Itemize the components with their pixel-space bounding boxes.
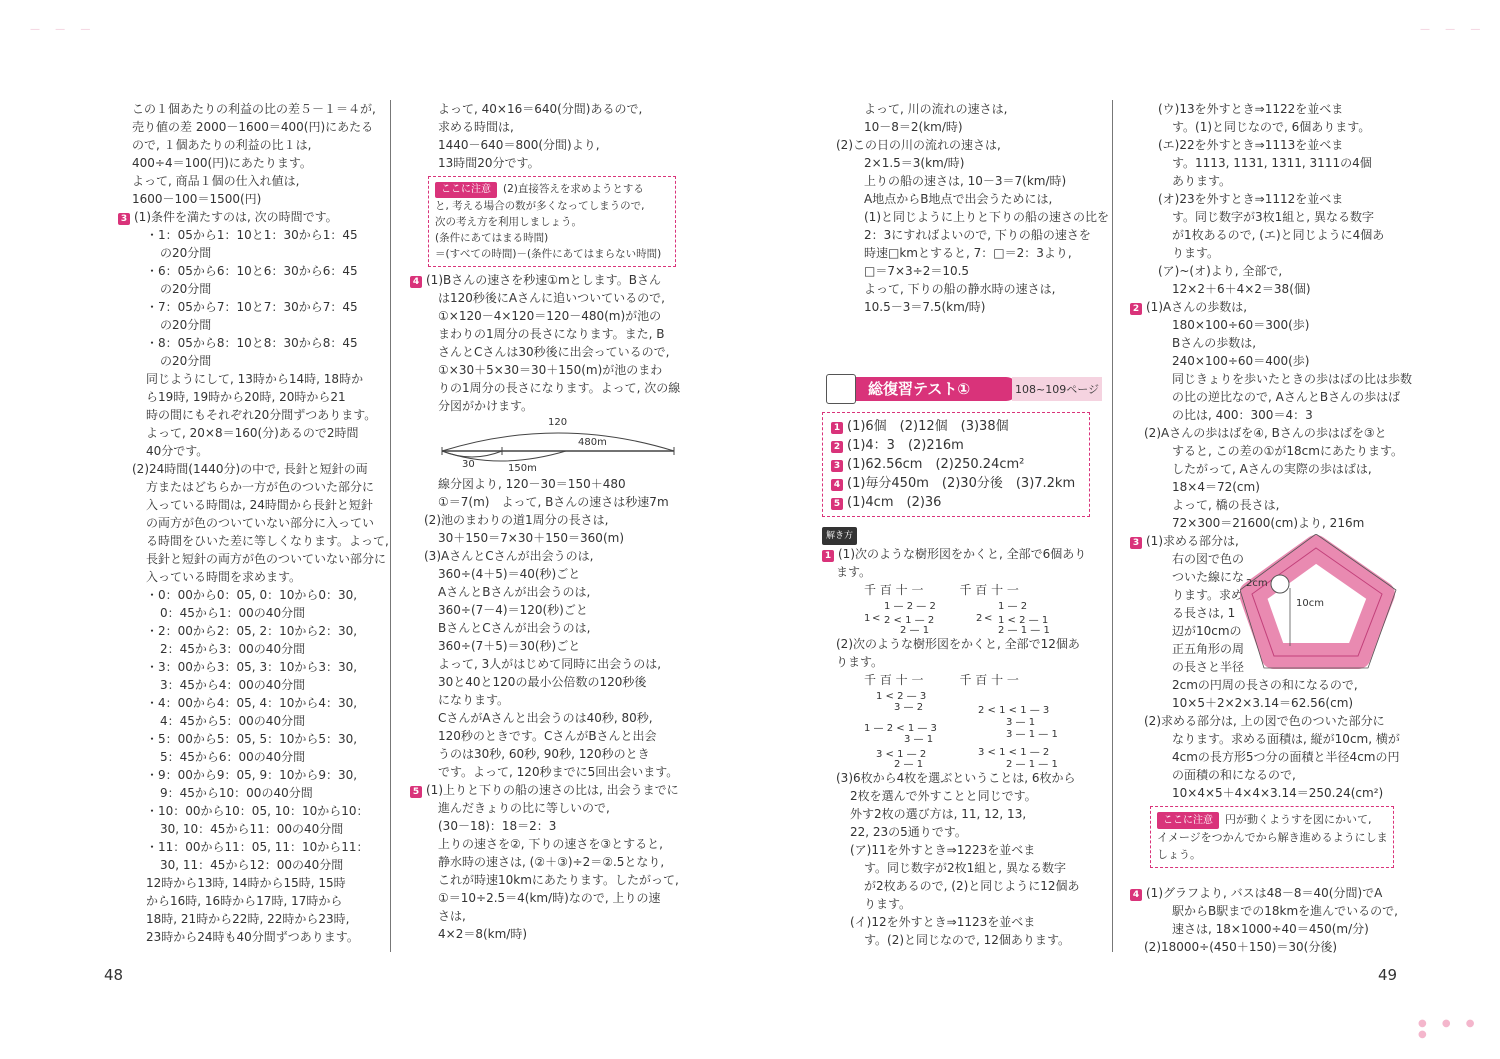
answer-number: 2 (831, 441, 843, 453)
text-line: 360÷(7＋5)＝30(秒)ごと (438, 639, 581, 653)
text-line: が2枚あるので, (2)と同じように12個あ (864, 879, 1080, 893)
text-line: この１個あたりの利益の比の差５－１＝４が, (132, 102, 376, 116)
question-number: 2 (1130, 303, 1142, 315)
text-line: 2cmの円周の長さの和になるので, (1172, 678, 1358, 692)
svg-text:2 < 1 — 2: 2 < 1 — 2 (884, 615, 935, 626)
note-line: 円が動くようすを図にかいて, (1225, 813, 1372, 826)
text-line: の20分間 (160, 246, 212, 260)
text-line: 正五角形の周 (1172, 642, 1245, 656)
column-divider (1112, 100, 1113, 952)
text-line: さは, (438, 909, 466, 923)
text-line: る時間をひいた差に等しくなります。よって, (146, 534, 389, 548)
svg-text:1 — 2 — 2: 1 — 2 — 2 (884, 601, 936, 612)
answer-number: 5 (831, 498, 843, 510)
text-line: (1)グラフより, バスは48－8＝40(分間)でA (1146, 886, 1383, 900)
text-line: 2枚を選んで外すことと同じです。 (850, 789, 1037, 803)
text-line: ます。 (836, 565, 872, 579)
column-2 (410, 100, 700, 943)
text-line: これが時速10kmにあたります。したがって, (438, 873, 679, 887)
text-line: 2：3にすればよいので, 下りの船の速さを (864, 228, 1091, 242)
text-line: の20分間 (160, 282, 212, 296)
text-line: す。同じ数字が3枚1組と, 異なる数字 (1172, 210, 1374, 224)
text-line: ・8：05から8：10と8：30から8：45 (146, 336, 358, 350)
note-line: 次の考え方を利用しましょう。 (435, 216, 582, 228)
text-line: ・4：00から4：05, 4：10から4：30, (146, 696, 358, 710)
text-line: ついた線にな (1172, 570, 1245, 584)
diagram-label-150: 150m (508, 463, 537, 474)
text-line: (1)Aさんの歩数は, (1146, 300, 1248, 314)
text-line: 10×4×5＋4×4×3.14＝250.24(cm²) (1172, 786, 1384, 800)
tree-header: 千 百 十 一 千 百 十 一 (864, 673, 1019, 687)
text-line: 360÷(7－4)＝120(秒)ごと (438, 603, 588, 617)
checklist-icon (826, 374, 856, 404)
text-line: 30＋150＝7×30＋150＝360(m) (438, 531, 624, 545)
text-line: ・1：05から1：10と1：30から1：45 (146, 228, 358, 242)
text-line: 30, 10：45から11：00の40分間 (160, 822, 344, 836)
diagram-label-mid: 480m (578, 437, 607, 448)
text-line: 同じようにして, 13時から14時, 18時か (146, 372, 364, 386)
test-title: 総復習テスト① (856, 377, 1018, 401)
text-line: すると, この差の①が18cmにあたります。 (1172, 444, 1403, 458)
text-line: 3：45から4：00の40分間 (160, 678, 306, 692)
page-number-left: 48 (104, 966, 124, 984)
text-line: 18×4＝72(cm) (1172, 480, 1260, 494)
text-line: 速さは, 18×1000÷40＝450(m/分) (1172, 922, 1369, 936)
answer-number: 4 (831, 479, 843, 491)
text-line: 長針と短針の両方が色のついていない部分に (146, 552, 387, 566)
text-line: 240×100÷60＝400(歩) (1172, 354, 1310, 368)
text-line: (2)Aさんの歩はばを④, Bさんの歩はばを③と (1144, 426, 1387, 440)
text-line: (1)上りと下りの船の速さの比は, 出会うまでに (426, 783, 679, 797)
note-line: イメージをつかんでから解き進めるようにしま (1157, 831, 1388, 844)
text-line: さんとCさんは30秒後に出会っているので, (438, 345, 670, 359)
text-line: ・11：00から11：05, 11：10から11： (146, 840, 369, 854)
text-line: 10×5＋2×2×3.14＝62.56(cm) (1172, 696, 1354, 710)
column-1 (118, 100, 389, 946)
caution-note (428, 176, 676, 267)
text-line: まわりの1周分の長さになります。また, B (438, 327, 665, 341)
text-line: 1440－640＝800(分間)より, (438, 138, 600, 152)
text-line: (オ)23を外すとき⇒1112を並べま (1158, 192, 1344, 206)
text-line: になります。 (438, 693, 510, 707)
text-line: 30と40と120の最小公倍数の120秒後 (438, 675, 647, 689)
text-line: 9：45から10：00の40分間 (160, 786, 313, 800)
text-line: (2)24時間(1440分)の中で, 長針と短針の両 (132, 462, 368, 476)
text-line: ・3：00から3：05, 3：10から3：30, (146, 660, 358, 674)
text-line: ります。求め (1172, 588, 1244, 602)
page-number-right: 49 (1378, 966, 1398, 984)
svg-text:3 — 1 — 1: 3 — 1 — 1 (1006, 729, 1058, 740)
text-line: ら19時, 19時から20時, 20時から21 (146, 390, 346, 404)
tree-diagram-1 (864, 599, 1114, 635)
svg-text:2 — 1 — 1: 2 — 1 — 1 (1006, 759, 1058, 769)
tree-diagram-2 (864, 689, 1114, 769)
svg-text:3 < 1 < 1 — 2: 3 < 1 < 1 — 2 (978, 747, 1050, 758)
text-line: から16時, 16時から17時, 17時から (146, 894, 343, 908)
text-line: が1枚あるので, (エ)と同じように4個あ (1172, 228, 1385, 242)
solution-label: 解き方 (822, 527, 857, 545)
note-line: と, 考える場合の数が多くなってしまうので, (435, 200, 645, 212)
top-right-decoration: — — — (1420, 24, 1487, 35)
svg-text:1 < 2 — 3: 1 < 2 — 3 (876, 691, 927, 702)
note-line: (条件にあてはまる時間) (435, 232, 549, 244)
text-line: 進んだきょりの比に等しいので, (438, 801, 610, 815)
text-line: ります。 (1172, 246, 1220, 260)
text-line: 時速□kmとすると, 7：□＝2：3より, (864, 246, 1072, 260)
note-line: しょう。 (1157, 848, 1201, 861)
text-line: □＝7×3÷2＝10.5 (864, 264, 970, 278)
text-line: よって, 3人がはじめて同時に出会うのは, (438, 657, 662, 671)
text-line: 5：45から6：00の40分間 (160, 750, 306, 764)
svg-text:3 — 1: 3 — 1 (1006, 717, 1036, 728)
answer-line: (1)62.56cm (2)250.24cm² (847, 457, 1025, 472)
text-line: ります。 (864, 897, 912, 911)
svg-text:2 — 1: 2 — 1 (900, 625, 930, 635)
text-line: ①×120－4×120＝120－480(m)が池の (438, 309, 662, 323)
answer-line: (1)毎分450m (2)30分後 (3)7.2km (847, 476, 1076, 491)
text-line: 上りの速さを②, 下りの速さを③とすると, (438, 837, 663, 851)
svg-text:1 — 2 < 1 — 3: 1 — 2 < 1 — 3 (864, 723, 937, 734)
text-line: 4×2＝8(km/時) (438, 927, 528, 941)
caution-tag: ここに注意 (435, 182, 497, 198)
text-line: (1)と同じように上りと下りの船の速さの比を (864, 210, 1109, 224)
text-line: の面積の和になるので, (1172, 768, 1296, 782)
text-line: なります。求める面積は, 縦が10cm, 横が (1172, 732, 1400, 746)
bottom-right-decoration: ● ● ● ● (1418, 1018, 1481, 1040)
diagram-label-30: 30 (462, 459, 475, 470)
text-line: CさんがAさんと出会うのは40秒, 80秒, (438, 711, 653, 725)
answer-line: (1)6個 (2)12個 (3)38個 (847, 419, 1009, 434)
text-line: 方またはどちらか一方が色のついた部分に (146, 480, 375, 494)
text-line: 時の間にもそれぞれ20分間ずつあります。 (146, 408, 377, 422)
test-pages: 108~109ページ (1012, 377, 1102, 401)
text-line: の比の逆比なので, AさんとBさんの歩はば (1172, 390, 1401, 404)
text-line: の両方が色のついていない部分に入ってい (146, 516, 375, 530)
text-line: ・2：00から2：05, 2：10から2：30, (146, 624, 358, 638)
pentagon-figure (1240, 534, 1400, 674)
question-number: 5 (410, 786, 422, 798)
text-line: 分図がかけます。 (438, 399, 534, 413)
text-line: ①＝10÷2.5＝4(km/時)なので, 上りの速 (438, 891, 661, 905)
question-number: 4 (410, 276, 422, 288)
text-line: 23時から24時も40分間ずつあります。 (146, 930, 359, 944)
text-line: の比は, 400：300＝4：3 (1172, 408, 1313, 422)
text-line: 駅からB駅までの18kmを進んでいるので, (1172, 904, 1398, 918)
caution-tag: ここに注意 (1157, 812, 1219, 829)
figure-label-10cm: 10cm (1296, 598, 1324, 609)
text-line: 120秒のときです。CさんがBさんと出会 (438, 729, 657, 743)
text-line: (2)次のような樹形図をかくと, 全部で12個あ (836, 637, 1080, 651)
text-line: (30－18)：18＝2：3 (438, 819, 557, 833)
text-line: ので, １個あたりの利益の比１は, (132, 138, 312, 152)
text-line: ①＝7(m) よって, Bさんの速さは秒速7m (438, 495, 669, 509)
text-line: (ウ)13を外すとき⇒1122を並べま (1158, 102, 1344, 116)
svg-text:2 < 1 < 1 — 3: 2 < 1 < 1 — 3 (978, 705, 1050, 716)
text-line: 入っている時間を求めます。 (146, 570, 302, 584)
caution-note (1150, 806, 1394, 868)
text-line: 22, 23の5通りです。 (850, 825, 967, 839)
question-number: 3 (1130, 537, 1142, 549)
text-line: (2)求める部分は, 上の図で色のついた部分に (1144, 714, 1385, 728)
text-line: (ア)11を外すとき⇒1223を並べま (850, 843, 1036, 857)
answer-number: 1 (831, 422, 843, 434)
text-line: 静水時の速さは, (②＋③)÷2＝②.5となり, (438, 855, 665, 869)
line-segment-diagram (438, 415, 698, 475)
text-line: の20分間 (160, 318, 212, 332)
text-line: 400÷4＝100(円)にあたります。 (132, 156, 312, 170)
text-line: (イ)12を外すとき⇒1123を並べま (850, 915, 1036, 929)
svg-text:1: 1 (864, 613, 871, 624)
text-line: 外す2枚の選び方は, 11, 12, 13, (850, 807, 1027, 821)
text-line: BさんとCさんが出会うのは, (438, 621, 591, 635)
text-line: 4：45から5：00の40分間 (160, 714, 306, 728)
text-line: の20分間 (160, 354, 212, 368)
text-line: よって, 下りの船の静水時の速さは, (864, 282, 1056, 296)
column-divider (390, 100, 391, 952)
text-line: 上りの船の速さは, 10－3＝7(km/時) (864, 174, 1067, 188)
text-line: (1)条件を満たすのは, 次の時間です。 (134, 210, 338, 224)
text-line: 30, 11：45から12：00の40分間 (160, 858, 344, 872)
svg-text:3 — 1: 3 — 1 (904, 734, 934, 745)
text-line: 18時, 21時から22時, 22時から23時, (146, 912, 350, 926)
text-line: す。1113, 1131, 1311, 3111の4個 (1172, 156, 1372, 170)
text-line: 12×2＋6＋4×2＝38(個) (1172, 282, 1311, 296)
test-heading (822, 374, 1107, 404)
text-line: ・10：00から10：05, 10：10から10： (146, 804, 369, 818)
text-line: 2×1.5＝3(km/時) (864, 156, 965, 170)
text-line: は120秒後にAさんに追いついているので, (438, 291, 665, 305)
text-line: (ア)~(オ)より, 全部で, (1158, 264, 1283, 278)
text-line: す。(2)と同じなので, 12個あります。 (864, 933, 1070, 947)
text-line: 線分図より, 120－30＝150＋480 (438, 477, 626, 491)
text-line: 辺が10cmの (1172, 624, 1242, 638)
text-line: す。(1)と同じなので, 6個あります。 (1172, 120, 1371, 134)
text-line: 4cmの長方形5つ分の面積と半径4cmの円 (1172, 750, 1400, 764)
text-line: 10.5－3＝7.5(km/時) (864, 300, 986, 314)
text-line: よって, 商品１個の仕入れ値は, (132, 174, 300, 188)
text-line: 売り値の差 2000－1600＝400(円)にあたる (132, 120, 374, 134)
text-line: ・9：00から9：05, 9：10から9：30, (146, 768, 358, 782)
text-line: 同じきょりを歩いたときの歩はばの比は歩数 (1172, 372, 1413, 386)
text-line: 12時から13時, 14時から15時, 15時 (146, 876, 346, 890)
text-line: よって, 橋の長さは, (1172, 498, 1280, 512)
text-line: (3)6枚から4枚を選ぶということは, 6枚から (836, 771, 1076, 785)
text-line: す。同じ数字が2枚1組と, 異なる数字 (864, 861, 1066, 875)
answer-line: (1)4：3 (2)216m (847, 438, 964, 453)
text-line: 入っている時間は, 24時間から長針と短針 (146, 498, 373, 512)
text-line: あります。 (1172, 174, 1232, 188)
text-line: A地点からB地点で出会うためには, (864, 192, 1053, 206)
text-line: ①×30＋5×30＝30＋150(m)が池のまわ (438, 363, 663, 377)
tree-header: 千 百 十 一 千 百 十 一 (864, 583, 1019, 597)
svg-text:<: < (872, 613, 881, 624)
text-line: です。よって, 120秒までに5回出会います。 (438, 765, 679, 779)
column-4 (1130, 100, 1413, 956)
svg-text:2 — 1: 2 — 1 (894, 759, 924, 769)
svg-text:3 — 2: 3 — 2 (894, 702, 924, 713)
text-line: りの1周分の長さになります。よって, 次の線 (438, 381, 681, 395)
svg-text:<: < (984, 613, 993, 624)
text-line: (エ)22を外すとき⇒1113を並べま (1158, 138, 1344, 152)
text-line: うのは30秒, 60秒, 90秒, 120秒のとき (438, 747, 650, 761)
text-line: 0：45から1：00の40分間 (160, 606, 306, 620)
text-line: ・0：00から0：05, 0：10から0：30, (146, 588, 358, 602)
answer-box (822, 412, 1090, 517)
svg-text:1 < 2 — 1: 1 < 2 — 1 (998, 615, 1049, 626)
note-line: ＝(すべての時間)－(条件にあてはまらない時間) (435, 248, 662, 260)
text-line: 求める時間は, (438, 120, 514, 134)
text-line: ・5：00から5：05, 5：10から5：30, (146, 732, 358, 746)
svg-text:2: 2 (976, 613, 983, 624)
text-line: (2)池のまわりの道1周分の長さは, (424, 513, 609, 527)
text-line: よって, 川の流れの速さは, (864, 102, 1008, 116)
column-3 (822, 100, 1107, 949)
text-line: 10－8＝2(km/時) (864, 120, 963, 134)
text-line: したがって, Aさんの実際の歩はばは, (1172, 462, 1372, 476)
answer-number: 3 (831, 460, 843, 472)
text-line: 72×300＝21600(cm)より, 216m (1172, 516, 1365, 530)
text-line: 360÷(4＋5)＝40(秒)ごと (438, 567, 581, 581)
svg-text:2 — 1 — 1: 2 — 1 — 1 (998, 625, 1050, 635)
text-line: AさんとBさんが出会うのは, (438, 585, 591, 599)
text-line: よって, 40×16＝640(分間)あるので, (438, 102, 643, 116)
text-line: る長さは, 1 (1172, 606, 1236, 620)
text-line: ・6：05から6：10と6：30から6：45 (146, 264, 358, 278)
text-line: (1)求める部分は, (1146, 534, 1239, 548)
diagram-label-top: 120 (548, 417, 568, 428)
text-line: 180×100÷60＝300(歩) (1172, 318, 1310, 332)
note-line: (2)直接答えを求めようとする (503, 183, 644, 195)
question-number: 3 (118, 213, 130, 225)
text-line: ・7：05から7：10と7：30から7：45 (146, 300, 358, 314)
svg-text:1 — 2: 1 — 2 (998, 601, 1028, 612)
text-line: (3)AさんとCさんが出会うのは, (424, 549, 594, 563)
question-number: 1 (822, 550, 834, 562)
text-line: (1)Bさんの速さを秒速①mとします。Bさん (426, 273, 661, 287)
text-line: (1)次のような樹形図をかくと, 全部で6個あり (838, 547, 1087, 561)
text-line: (2)18000÷(450＋150)＝30(分後) (1144, 940, 1338, 954)
text-line: Bさんの歩数は, (1172, 336, 1257, 350)
top-left-decoration: — — — (30, 24, 97, 35)
answer-line: (1)4cm (2)36 (847, 495, 942, 510)
figure-label-2cm: 2cm (1246, 578, 1268, 589)
svg-text:3 < 1 — 2: 3 < 1 — 2 (876, 749, 927, 760)
text-line: 40分です。 (146, 444, 209, 458)
question-number: 4 (1130, 889, 1142, 901)
text-line: 2：45から3：00の40分間 (160, 642, 306, 656)
text-line: の長さと半径 (1172, 660, 1245, 674)
text-line: ります。 (836, 655, 884, 669)
text-line: 1600－100＝1500(円) (132, 192, 262, 206)
text-line: (2)この日の川の流れの速さは, (836, 138, 1001, 152)
text-line: 右の図で色の (1172, 552, 1245, 566)
text-line: よって, 20×8＝160(分)あるので2時間 (146, 426, 359, 440)
text-line: 13時間20分です。 (438, 156, 540, 170)
